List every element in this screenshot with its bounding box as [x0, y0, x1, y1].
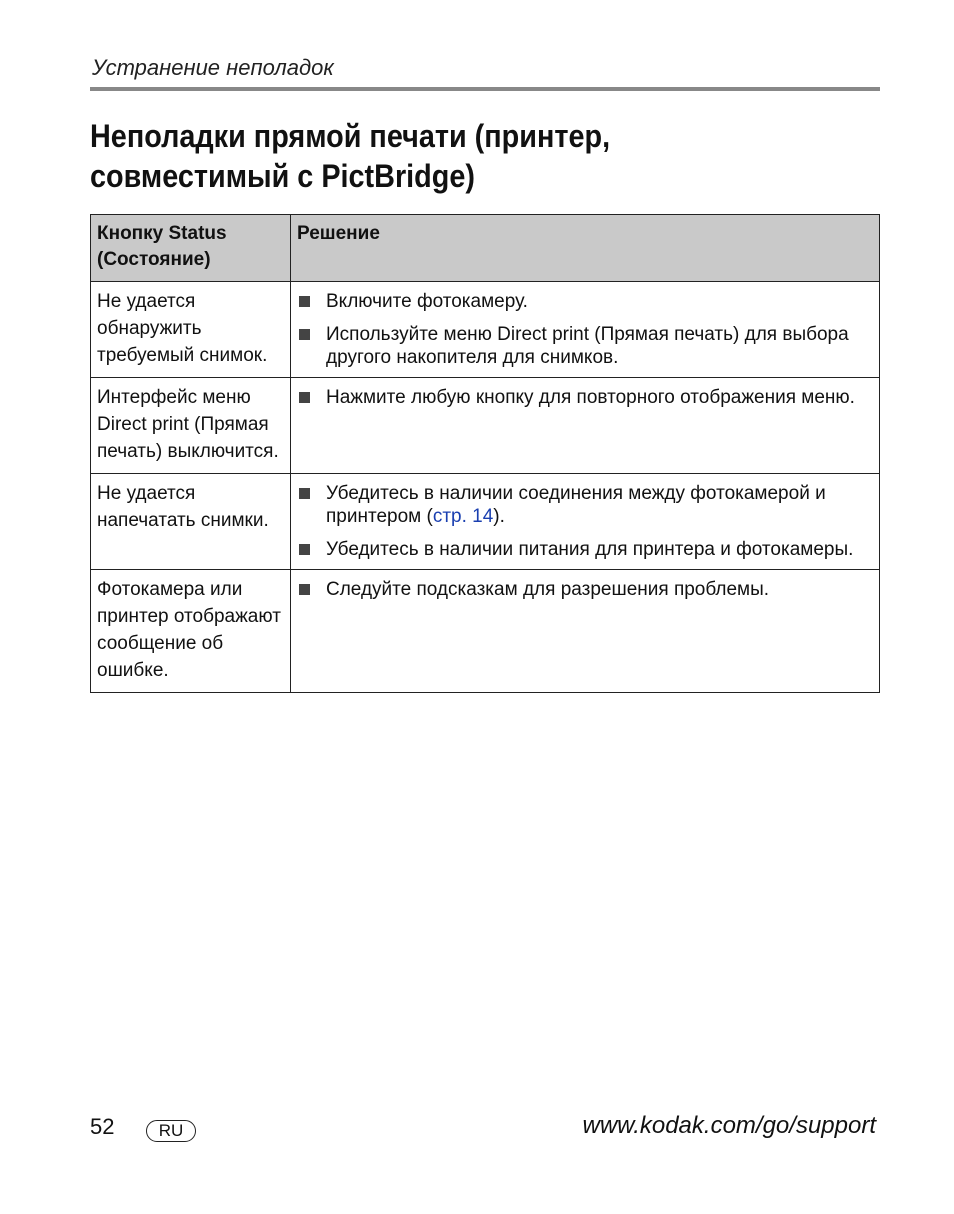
square-bullet-icon	[299, 544, 310, 555]
solution-list	[297, 482, 873, 561]
language-badge: RU	[146, 1120, 196, 1142]
list-item: Убедитесь в наличии питания для принтера и фотокамеры.	[297, 538, 873, 561]
page-title: Неполадки прямой печати (принтер, совместимый с PictBridge)	[90, 118, 611, 194]
troubleshooting-table	[90, 214, 880, 693]
square-bullet-icon	[299, 296, 310, 307]
status-cell: Не удается обнаружить требуемый снимок.	[91, 282, 291, 378]
list-item: Убедитесь в наличии соединения между фотокамерой и принтером (стр. 14).	[297, 482, 873, 528]
status-cell: Интерфейс меню Direct print (Прямая печать) выключится.	[91, 378, 291, 474]
list-item: Нажмите любую кнопку для повторного отображения меню.	[297, 386, 873, 409]
list-item: Включите фотокамеру.	[297, 290, 873, 313]
square-bullet-icon	[299, 329, 310, 340]
solution-list	[297, 290, 873, 369]
list-item: Следуйте подсказкам для разрешения проблемы.	[297, 578, 873, 601]
list-item: Используйте меню Direct print (Прямая печать) для выбора другого накопителя для снимков.	[297, 323, 873, 369]
status-cell: Фотокамера или принтер отображают сообщение об ошибке.	[91, 570, 291, 693]
solution-list	[297, 578, 873, 601]
table-row	[91, 474, 880, 570]
section-title: Устранение неполадок	[92, 55, 334, 80]
table-header-row	[91, 215, 880, 282]
support-url: www.kodak.com/go/support	[582, 1112, 876, 1139]
solution-cell	[291, 378, 880, 474]
solution-cell	[291, 282, 880, 378]
table-row	[91, 378, 880, 474]
column-header-solution: Решение	[291, 215, 880, 282]
page-number: 52	[90, 1114, 115, 1139]
solution-cell	[291, 570, 880, 693]
square-bullet-icon	[299, 488, 310, 499]
table-row	[91, 570, 880, 693]
square-bullet-icon	[299, 392, 310, 403]
header-rule	[90, 87, 880, 91]
status-cell: Не удается напечатать снимки.	[91, 474, 291, 570]
square-bullet-icon	[299, 584, 310, 595]
page-reference-link[interactable]: стр. 14	[432, 506, 494, 527]
column-header-status: Кнопку Status (Состояние)	[91, 215, 291, 282]
solution-list	[297, 386, 873, 409]
table-row	[91, 282, 880, 378]
solution-cell	[291, 474, 880, 570]
